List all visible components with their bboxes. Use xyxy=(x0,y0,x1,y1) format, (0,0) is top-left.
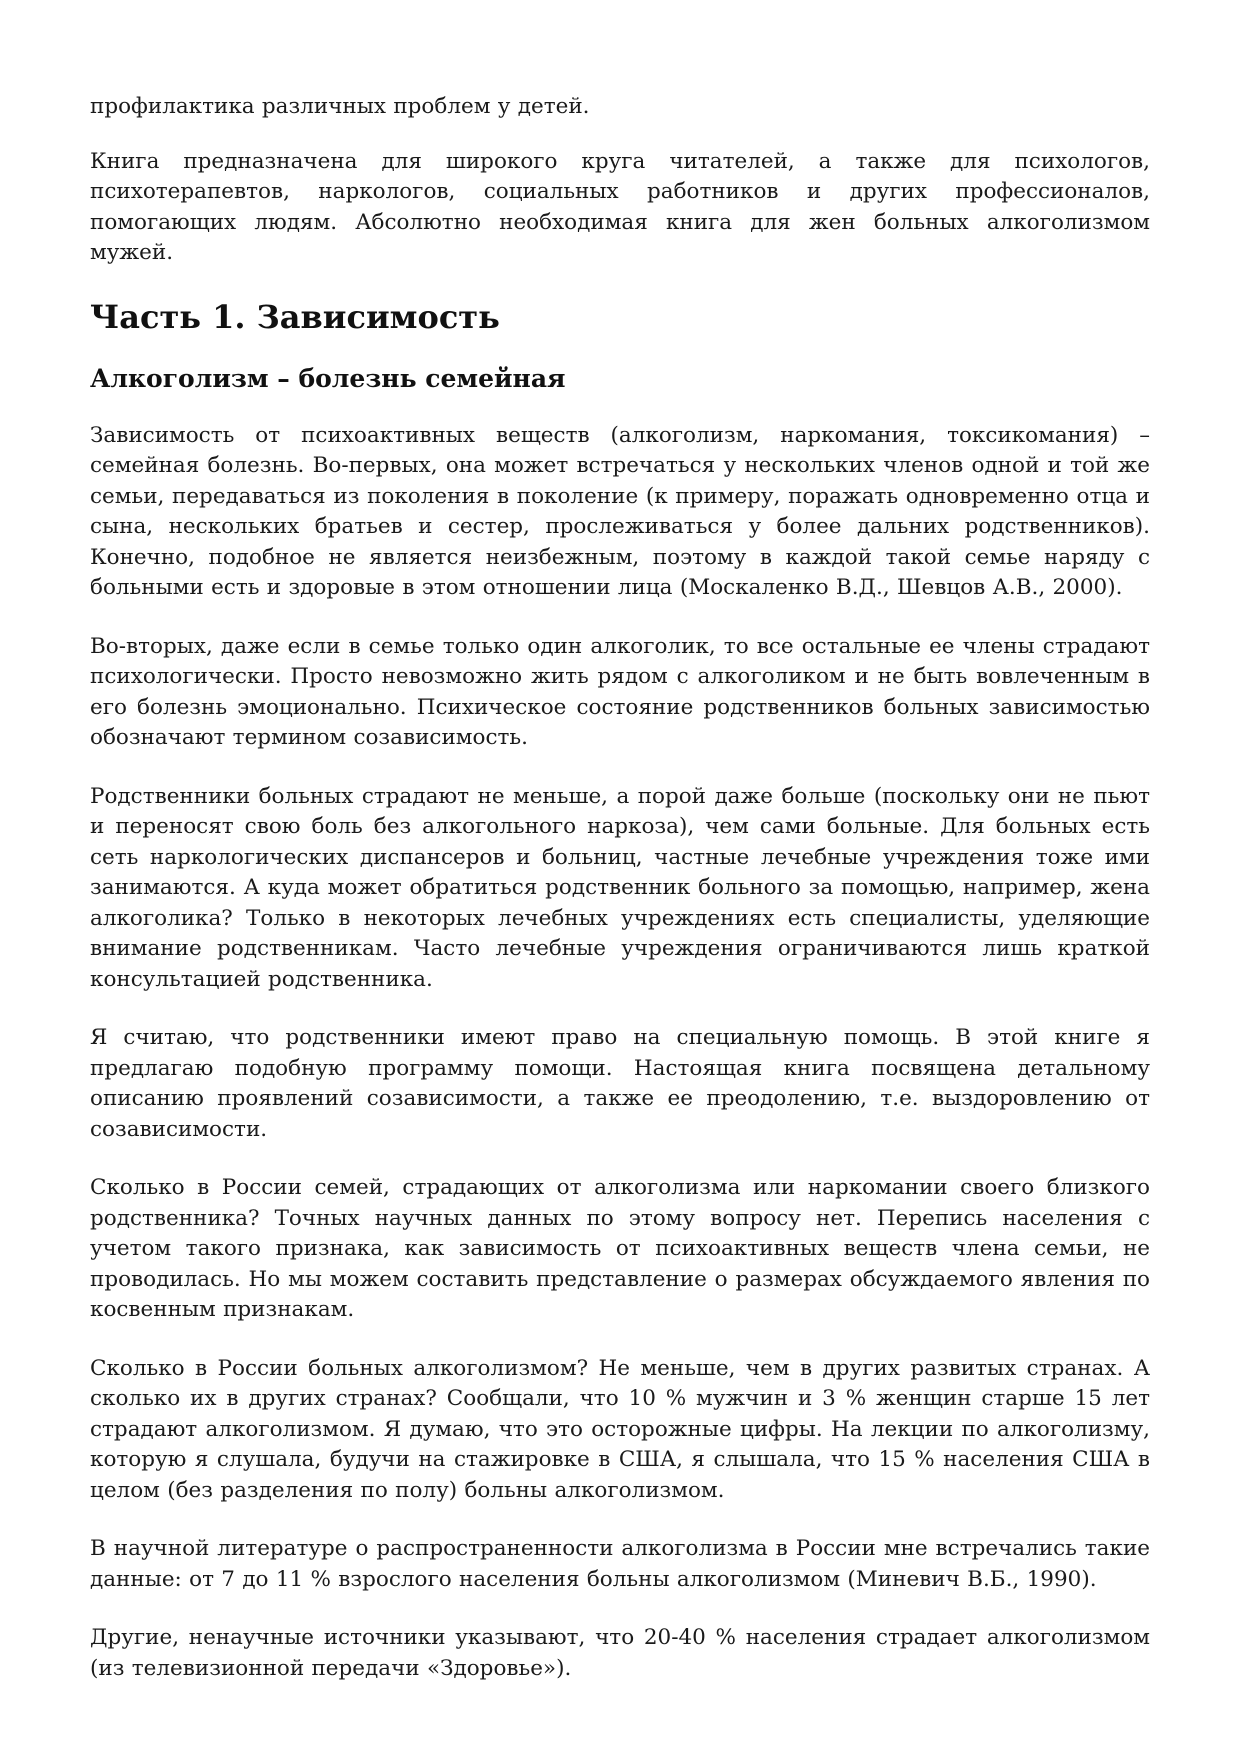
body-paragraph: Зависимость от психоактивных веществ (алкоголизм, наркомания, токсикомания) – семейная болезнь. Во-первых, она может встречаться у нескольких членов одной и той же семьи, передаваться из поколения в поколение (к примеру, поражать одновременно отца и сына, нескольких братьев и сестер, прослеживаться у более дальних родственников). Конечно, подобное не является неизбежным, поэтому в каждой такой семье наряду с больными есть и здоровые в этом отношении лица (Москаленко В.Д., Шевцов А.В., 2000). xyxy=(90,422,1150,600)
intro-paragraph: Книга предназначена для широкого круга читателей, а также для психологов, психотерапевтов, наркологов, социальных работников и других профессионалов, помогающих людям. Абсолютно необходимая книга для жен больных алкоголизмом мужей. xyxy=(90,148,1150,265)
body-paragraph: Во-вторых, даже если в семье только один алкоголик, то все остальные ее члены страдают психологически. Просто невозможно жить рядом с алкоголиком и не быть вовлеченным в его болезнь эмоционально. Психическое состояние родственников больных зависимостью обозначают термином созависимость. xyxy=(90,633,1150,750)
body-paragraph: Сколько в России семей, страдающих от алкоголизма или наркомании своего близкого родственника? Точных научных данных по этому вопросу нет. Перепись населения с учетом такого признака, как зависимость от психоактивных веществ члена семьи, не проводилась. Но мы можем составить представление о размерах обсуждаемого явления по косвенным признакам. xyxy=(90,1175,1150,1322)
body-paragraph: Другие, ненаучные источники указывают, что 20-40 % населения страдает алкоголизмом (из телевизионной передачи «Здоровье»). xyxy=(90,1625,1150,1681)
body-paragraph: В научной литературе о распространенности алкоголизма в России мне встречались такие данные: от 7 до 11 % взрослого населения больны алкоголизмом (Миневич В.Б., 1990). xyxy=(90,1536,1150,1592)
body-paragraph: Сколько в России больных алкоголизмом? Не меньше, чем в других развитых странах. А сколько их в других странах? Сообщали, что 10 % мужчин и 3 % женщин старше 15 лет страдают алкоголизмом. Я думаю, что это осторожные цифры. На лекции по алкоголизму, которую я слушала, будучи на стажировке в США, я слышала, что 15 % населения США в целом (без разделения по полу) больны алкоголизмом. xyxy=(90,1355,1150,1503)
body-paragraph: Родственники больных страдают не меньше, а порой даже больше (поскольку они не пьют и переносят свою боль без алкогольного наркоза), чем сами больные. Для больных есть сеть наркологических диспансеров и больниц, частные лечебные учреждения тоже ими занимаются. А куда может обратиться родственник больного за помощью, например, жена алкоголика? Только в некоторых лечебных учреждениях есть специалисты, уделяющие внимание родственникам. Часто лечебные учреждения ограничиваются лишь краткой консультацией родственника. xyxy=(90,783,1150,992)
chapter-title: Часть 1. Зависимость xyxy=(90,297,500,336)
section-title: Алкоголизм – болезнь семейная xyxy=(90,363,566,393)
body-paragraph: Я считаю, что родственники имеют право на специальную помощь. В этой книге я предлагаю подобную программу помощи. Настоящая книга посвящена детальному описанию проявлений созависимости, а также ее преодолению, т.е. выздоровлению от созависимости. xyxy=(90,1025,1150,1142)
document-page xyxy=(90,92,1150,1712)
intro-paragraph: профилактика различных проблем у детей. xyxy=(90,94,590,119)
